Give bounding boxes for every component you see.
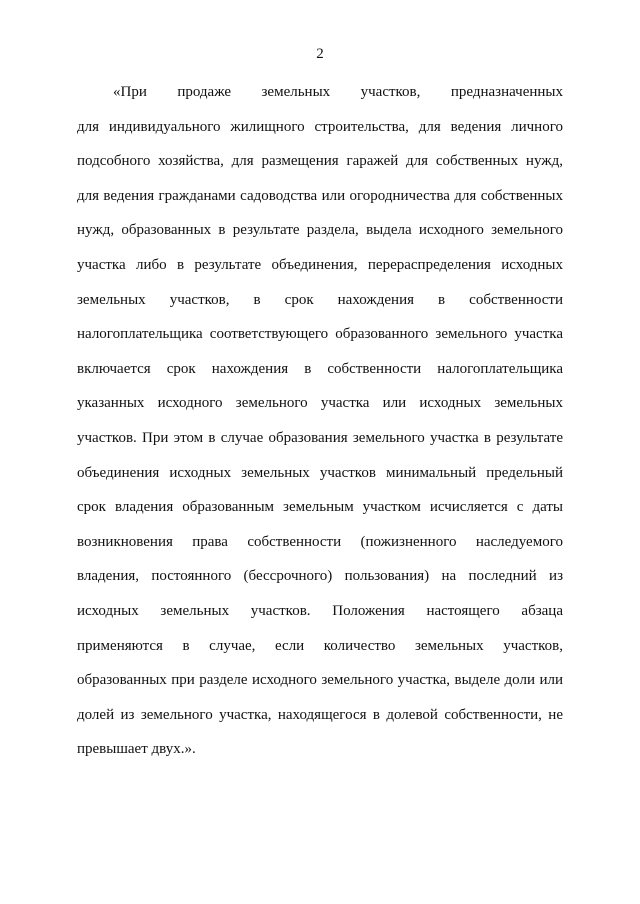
paragraph-line: долей из земельного участка, находящегося в долевой собственности, не [77,706,563,723]
paragraph-line: для индивидуального жилищного строительства, для ведения личного [77,118,563,135]
paragraph-line: возникновения права собственности (пожизненного наследуемого [77,533,563,550]
paragraph-line: образованных при разделе исходного земельного участка, выделе доли или [77,672,563,689]
body-paragraph [77,82,563,774]
paragraph-line: нужд, образованных в результате раздела, выдела исходного земельного [77,222,563,239]
paragraph-line: земельных участков, в срок нахождения в собственности [77,291,563,308]
paragraph-line: исходных земельных участков. Положения настоящего абзаца [77,602,563,619]
paragraph-line: подсобного хозяйства, для размещения гаражей для собственных нужд, [77,153,563,170]
paragraph-line: применяются в случае, если количество земельных участков, [77,637,563,654]
paragraph-line: «При продаже земельных участков, предназначенных [113,84,563,100]
paragraph-line: участка либо в результате объединения, перераспределения исходных [77,256,563,273]
paragraph-line: налогоплательщика соответствующего образованного земельного участка [77,326,563,343]
paragraph-line: для ведения гражданами садоводства или огородничества для собственных [77,187,563,204]
paragraph-line: объединения исходных земельных участков минимальный предельный [77,464,563,481]
paragraph-line: превышает двух.». [77,741,196,758]
page-number: 2 [316,46,324,62]
paragraph-line: срок владения образованным земельным участком исчисляется с даты [77,499,563,516]
paragraph-line: включается срок нахождения в собственности налогоплательщика [77,360,563,377]
paragraph-line: владения, постоянного (бессрочного) пользования) на последний из [77,568,563,585]
paragraph-line: указанных исходного земельного участка или исходных земельных [77,395,563,412]
paragraph-line: участков. При этом в случае образования земельного участка в результате [77,429,563,446]
